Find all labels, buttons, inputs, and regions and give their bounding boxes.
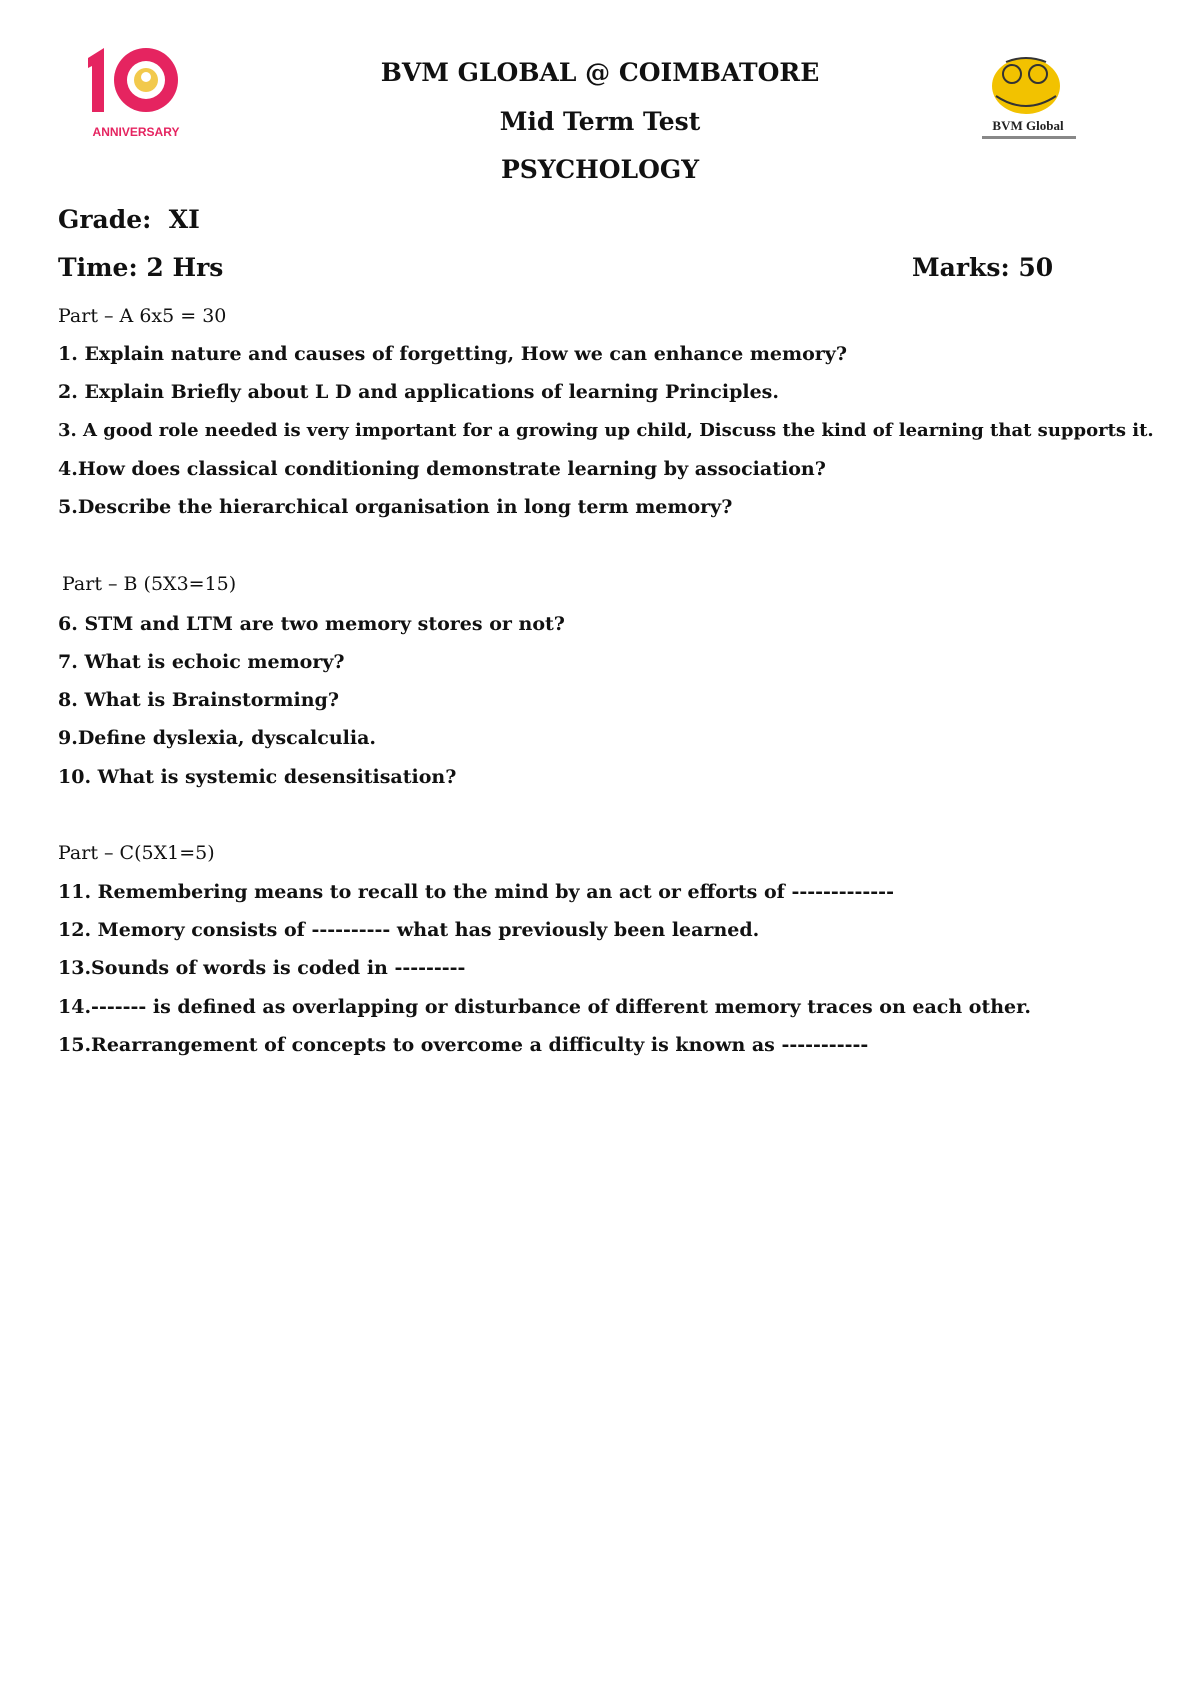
question-6: 6. STM and LTM are two memory stores or not? bbox=[58, 613, 565, 635]
question-7: 7. What is echoic memory? bbox=[58, 651, 345, 673]
marks-label: Marks: 50 bbox=[912, 253, 1054, 282]
question-3: 3. A good role needed is very important for a growing up child, Discuss the kind of learning that supports it. bbox=[58, 420, 1154, 441]
question-15: 15.Rearrangement of concepts to overcome a difficulty is known as ----------- bbox=[58, 1034, 869, 1056]
question-12: 12. Memory consists of ---------- what has previously been learned. bbox=[58, 919, 760, 941]
anniversary-logo-text: ANNIVERSARY bbox=[92, 125, 180, 139]
question-14: 14.------- is defined as overlapping or disturbance of different memory traces on each other. bbox=[58, 996, 1032, 1018]
subject-title: PSYCHOLOGY bbox=[500, 155, 700, 184]
bvm-global-logo bbox=[976, 56, 1094, 148]
question-11: 11. Remembering means to recall to the mind by an act or efforts of ------------- bbox=[58, 881, 894, 903]
part-b-heading: Part – B (5X3=15) bbox=[62, 573, 237, 595]
anniversary-logo bbox=[84, 44, 194, 144]
question-13: 13.Sounds of words is coded in --------- bbox=[58, 957, 466, 979]
part-c-heading: Part – C(5X1=5) bbox=[58, 842, 215, 864]
question-10: 10. What is systemic desensitisation? bbox=[58, 766, 457, 788]
question-8: 8. What is Brainstorming? bbox=[58, 689, 339, 711]
grade-label: Grade: XI bbox=[58, 205, 200, 234]
test-title: Mid Term Test bbox=[499, 107, 701, 136]
question-4: 4.How does classical conditioning demonstrate learning by association? bbox=[58, 458, 826, 480]
question-1: 1. Explain nature and causes of forgetting, How we can enhance memory? bbox=[58, 343, 847, 365]
school-name: BVM GLOBAL @ COIMBATORE bbox=[380, 58, 820, 87]
time-label: Time: 2 Hrs bbox=[58, 253, 224, 282]
bvm-global-logo-text: BVM Global bbox=[992, 118, 1064, 133]
question-9: 9.Define dyslexia, dyscalculia. bbox=[58, 727, 377, 749]
question-5: 5.Describe the hierarchical organisation in long term memory? bbox=[58, 496, 733, 518]
question-2: 2. Explain Briefly about L D and applications of learning Principles. bbox=[58, 381, 779, 403]
part-a-heading: Part – A 6x5 = 30 bbox=[58, 305, 227, 327]
